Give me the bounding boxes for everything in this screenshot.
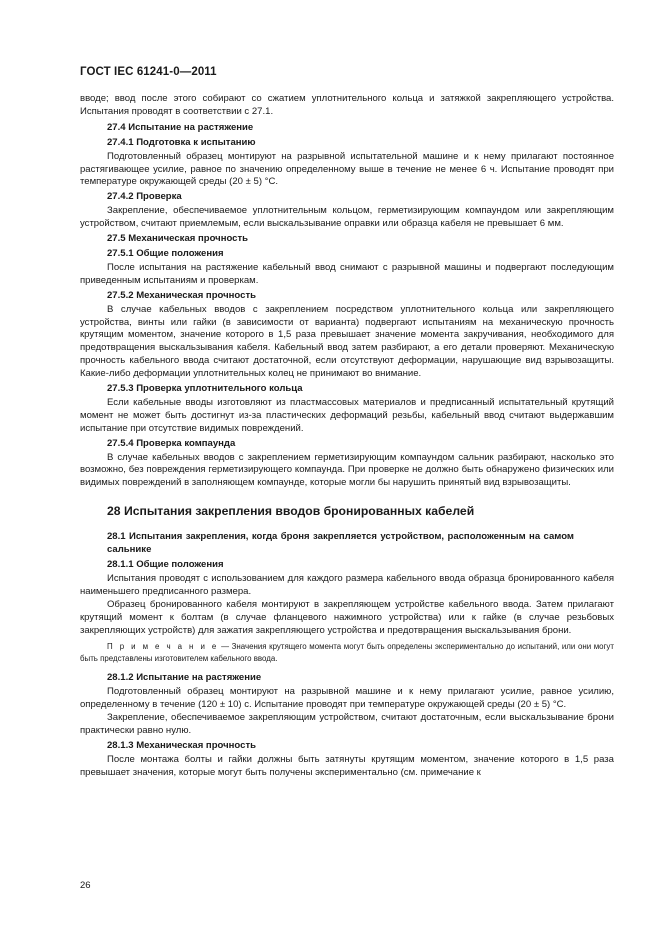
standard-header: ГОСТ IEC 61241-0—2011	[80, 66, 217, 78]
heading-28-1-2: 28.1.2 Испытание на растяжение	[107, 672, 262, 684]
heading-27-5-1: 27.5.1 Общие положения	[107, 247, 224, 259]
heading-27-5-3: 27.5.3 Проверка уплотнительного кольца	[107, 383, 303, 395]
note-label: П р и м е ч а н и е	[107, 642, 219, 652]
paragraph-28-1-2-a: Подготовленный образец монтируют на разрывной машине и к нему прилагают усилие, равное усилию, определенному в течение (120 ± 10) с. Испытание проводят при температуре окружающей среды (20 ± 5) °С.	[80, 686, 614, 711]
paragraph-28-1-1-b: Образец бронированного кабеля монтируют в закрепляющем устройстве кабельного ввода. Затем прилагают крутящий момент к болтам (в случае фланцевого нажимного устройства) или к гайке (в случае резьбовых закрепляющих устройств) для зажатия закрепляющего устройства и предотвращения выскальзывания брони.	[80, 598, 614, 636]
document-body	[80, 93, 614, 780]
paragraph-27-5-4: В случае кабельных вводов с закреплением герметизирующим компаундом сальник разбирают, насколько это возможно, без повреждения герметизирующего компаунда. При проверке не должно быть обнаружено физических или видимых повреждений в заполняющем компаунде, которые могли бы нарушить принятый вид взрывозащиты.	[80, 451, 614, 489]
heading-28-1: 28.1 Испытания закрепления, когда броня закрепляется устройством, расположенным на самом сальнике	[107, 531, 574, 556]
heading-27-4-1: 27.4.1 Подготовка к испытанию	[107, 136, 256, 148]
paragraph-27-4-1: Подготовленный образец монтируют на разрывной испытательной машине и к нему прилагают постоянное растягивающее усилие, равное по значению определенному выше в течение не менее 6 ч. Испытание проводят при температуре окружающей среды (20 ± 5) °С.	[80, 150, 614, 188]
heading-section-28: 28 Испытания закрепления вводов бронированных кабелей	[107, 504, 475, 519]
heading-28-1-3: 28.1.3 Механическая прочность	[107, 739, 256, 751]
note-text: — Значения крутящего момента могут быть определены экспериментально до испытаний, или они могут быть представлены изготовителем кабельного ввода.	[80, 642, 614, 663]
heading-27-5-4: 27.5.4 Проверка компаунда	[107, 437, 236, 449]
paragraph-27-5-2: В случае кабельных вводов с закреплением посредством уплотнительного кольца или закрепляющего устройства, винты или гайки (в зависимости от варианта) подвергают испытаниям на механическую прочность крутящим моментом, значение которого в 1,5 раза превышает значение момента закручивания, необходимого для предотвращения выскальзывания кабеля. Кабельный ввод затем разбирают, а его детали проверяют. Механическую прочность кабельного ввода считают достаточной, если отсутствуют деформации, нарушающие вид взрывозащиты. Какие-либо деформации уплотнительных колец не принимают во внимание.	[80, 303, 614, 380]
paragraph-28-1-3: После монтажа болты и гайки должны быть затянуты крутящим моментом, значение которого в 1,5 раза превышает значения, которые могут быть получены экспериментально (см. примечание к	[80, 753, 614, 778]
heading-27-5: 27.5 Механическая прочность	[107, 233, 249, 245]
paragraph-28-1-2-b: Закрепление, обеспечиваемое закрепляющим устройством, считают достаточным, если выскальзывание брони практически равно нулю.	[80, 712, 614, 737]
heading-27-4-2: 27.4.2 Проверка	[107, 191, 182, 203]
paragraph-27-5-1: После испытания на растяжение кабельный ввод снимают с разрывной машины и подвергают последующим приведенным испытаниям и проверкам.	[80, 261, 614, 286]
paragraph-27-5-3: Если кабельные вводы изготовляют из пластмассовых материалов и предписанный испытательный крутящий момент не может быть достигнут из-за пластических деформаций резьбы, кабельный ввод считают выдержавшим испытание при отсутствие видимых повреждений.	[80, 396, 614, 434]
heading-27-4: 27.4 Испытание на растяжение	[107, 121, 254, 133]
heading-27-5-2: 27.5.2 Механическая прочность	[107, 289, 256, 301]
paragraph-28-1-1-a: Испытания проводят с использованием для каждого размера кабельного ввода образца бронированного кабеля наименьшего предписанного размера.	[80, 572, 614, 597]
paragraph-27-4-2: Закрепление, обеспечиваемое уплотнительным кольцом, герметизирующим компаундом или закрепляющим устройством, считают приемлемым, если выскальзывание оправки или образца кабеля не превышает 6 мм.	[80, 205, 614, 230]
heading-28-1-1: 28.1.1 Общие положения	[107, 559, 224, 570]
note	[80, 641, 614, 664]
page-number: 26	[80, 880, 91, 891]
paragraph-continuation: вводе; ввод после этого собирают со сжатием уплотнительного кольца и затяжкой закрепляющего устройства. Испытания проводят в соответствии с 27.1.	[80, 93, 614, 117]
